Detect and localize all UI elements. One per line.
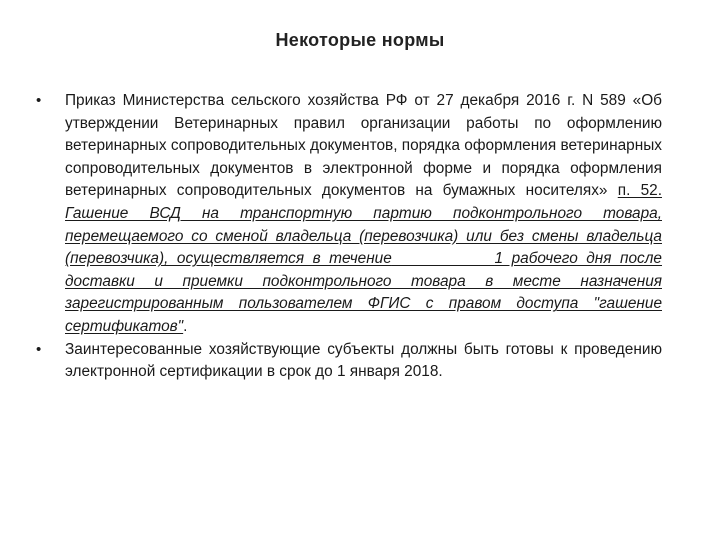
bullet-list [36, 90, 662, 384]
bullet-dot-icon: • [36, 92, 42, 109]
deadline-text: Заинтересованные хозяйствующие субъекты должны быть готовы к проведению электронной сертификации в срок до 1 января 2018. [65, 340, 662, 381]
bullet-item-deadline [36, 339, 662, 384]
clause-text-part-1: Гашение ВСД на транспортную партию подконтрольного товара, перемещаемого со сменой владельца (перевозчика) или без смены владельца (перевозчика), осуществляется в течение [65, 204, 662, 268]
order-description: Приказ Министерства сельского хозяйства РФ от 27 декабря 2016 г. N 589 «Об утверждении Ветеринарных правил организации работы по оформлению ветеринарных сопроводительных документов, порядка оформления ветеринарных сопроводительных документов в электронной форме и порядка оформления ветеринарных сопроводительных документов на бумажных носителях» [65, 92, 662, 200]
clause-text-part-2: 1 рабочего дня после доставки и приемки подконтрольного товара в месте назначения зарегистрированным пользователем ФГИС с правом доступа "гашение сертификатов" [65, 250, 662, 335]
clause-blank: ____________ [391, 250, 495, 268]
slide-title: Некоторые нормы [275, 30, 445, 50]
clause-end: . [183, 317, 188, 335]
bullet-dot-icon: • [36, 340, 42, 358]
bullet-item-order [36, 90, 662, 339]
clause-reference: п. 52. [617, 182, 662, 200]
